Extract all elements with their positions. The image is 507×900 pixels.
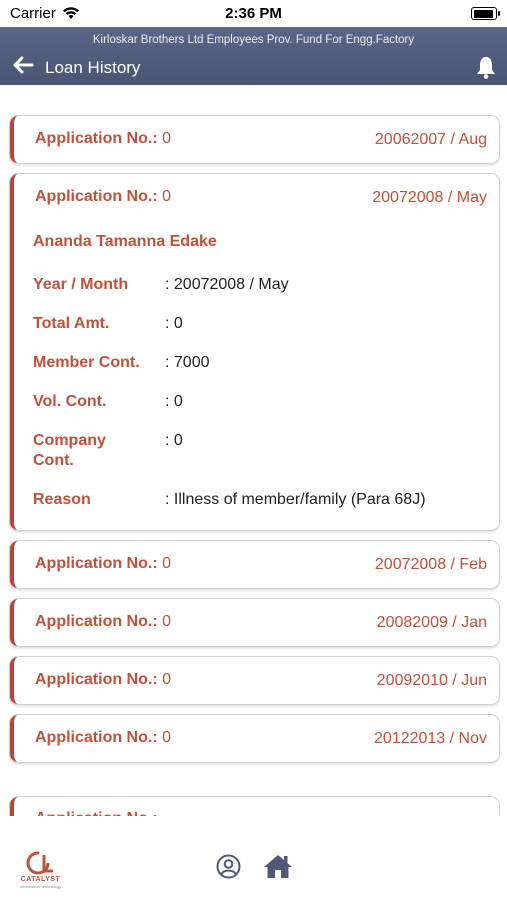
loan-card-expanded[interactable] [10,174,499,530]
detail-label: Member Cont. [33,354,140,371]
application-label: Application No.: 0 [35,671,172,688]
detail-row-vol-cont [33,392,479,412]
detail-value: : Illness of member/family (Para 68J) [165,491,426,508]
loan-card[interactable] [10,715,499,762]
loan-card[interactable] [10,657,499,704]
detail-row-company-cont [33,431,479,471]
detail-label: Total Amt. [33,315,110,332]
application-label: Application No.: 0 [35,555,172,572]
application-number: 0 [162,188,172,205]
detail-value: : 0 [165,315,183,332]
detail-label: Company Cont. [33,432,106,469]
application-number: 0 [162,729,172,746]
loan-card-header[interactable] [14,116,499,163]
loan-date: 20122013 / Nov [374,730,487,747]
detail-label: Vol. Cont. [33,393,107,410]
organization-name: Kirloskar Brothers Ltd Employees Prov. Fund For Engg.Factory [92,34,415,46]
logo-text: CATALYST [20,876,61,883]
application-number: 0 [162,130,172,147]
application-number: 0 [162,555,172,572]
loan-card-header[interactable] [14,657,499,704]
detail-row-member-cont [33,353,479,373]
application-label: Application No.: 0 [35,130,172,147]
detail-value: : 7000 [165,354,210,371]
loan-date: 20082009 / Jan [376,614,487,631]
logo-subtext: Information Technology [19,884,62,889]
app-header [0,27,507,85]
application-label: Application No.: 0 [35,729,172,746]
detail-label: Reason [33,491,91,508]
member-name: Ananda Tamanna Edake [33,233,217,250]
loan-date: 20072008 / May [372,189,487,206]
loan-card-header[interactable] [14,174,499,221]
home-icon[interactable] [263,853,293,879]
loan-details [14,221,499,530]
detail-value: : 0 [165,393,183,410]
detail-value: : 0 [165,432,183,449]
detail-row-reason [33,490,479,510]
loan-card[interactable] [10,599,499,646]
bottom-tab-bar [0,816,507,900]
application-label: Application No.: 0 [35,188,172,205]
catalyst-logo [18,851,63,891]
application-number: 0 [162,613,172,630]
page-title: Loan History [45,58,141,77]
loan-card-header[interactable] [14,599,499,646]
bell-icon[interactable] [475,55,497,79]
profile-icon[interactable] [216,854,241,879]
application-label: Application No.: 0 [35,613,172,630]
catalyst-logo-mark [25,851,57,875]
detail-label: Year / Month [33,276,129,293]
detail-row-total-amt [33,314,479,334]
loan-date: 20072008 / Feb [374,556,487,573]
loan-card[interactable] [10,541,499,588]
back-arrow-icon[interactable] [12,55,34,75]
detail-row-year-month [33,275,479,295]
loan-date: 20062007 / Aug [374,131,487,148]
clock: 2:36 PM [225,5,282,22]
loan-card-header[interactable] [14,541,499,588]
detail-value: : 20072008 / May [165,276,289,293]
loan-card-header[interactable] [14,715,499,762]
application-number: 0 [162,671,172,688]
battery-icon [471,7,497,20]
loan-date: 20092010 / Jun [376,672,487,689]
status-bar [0,0,507,27]
carrier-label: Carrier [10,5,56,22]
loan-card[interactable] [10,116,499,163]
loan-list [10,116,499,773]
